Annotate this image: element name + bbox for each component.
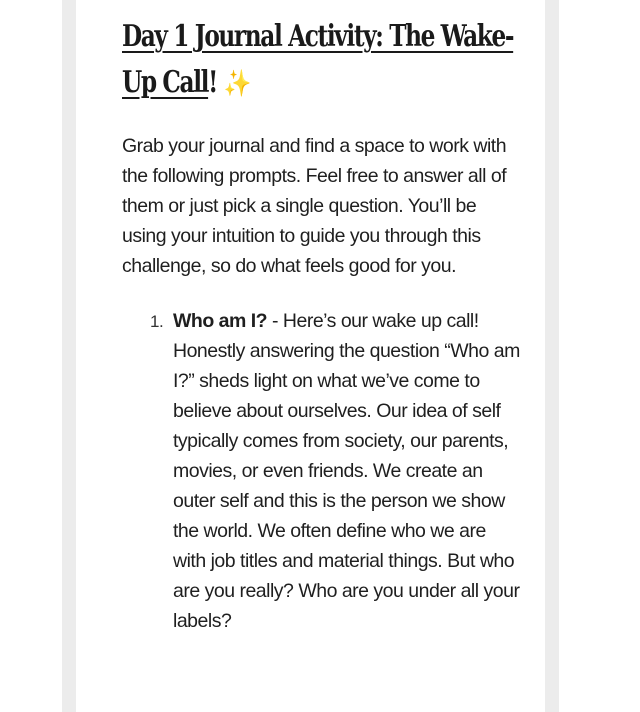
prompt-list (122, 306, 522, 636)
list-item-number: 1. (150, 312, 164, 331)
list-item (150, 306, 522, 636)
right-margin-bar (545, 0, 559, 712)
article-content (122, 14, 522, 636)
article-title-link[interactable]: Day 1 Journal Activity: The Wake-Up Call (122, 19, 514, 100)
left-margin-bar (62, 0, 76, 712)
title-exclamation: ! (208, 65, 217, 100)
sparkles-icon: ✨ (223, 69, 251, 99)
prompt-body: - Here’s our wake up call! Honestly answering the question “Who am I?” sheds light on what we’ve come to believe about ourselves. Our idea of self typically comes from society, our parents, movies, or even friends. We create an outer self and this is the person we show the world. We often define who we are with job titles and material things. But who are you really? Who are you under all your labels? (173, 310, 520, 632)
prompt-heading: Who am I? (173, 310, 268, 332)
intro-paragraph: Grab your journal and find a space to work with the following prompts. Feel free to answer all of them or just pick a single question. You’ll be using your intuition to guide you through this challenge, so do what feels good for you. (122, 135, 507, 277)
article-title (122, 14, 526, 107)
